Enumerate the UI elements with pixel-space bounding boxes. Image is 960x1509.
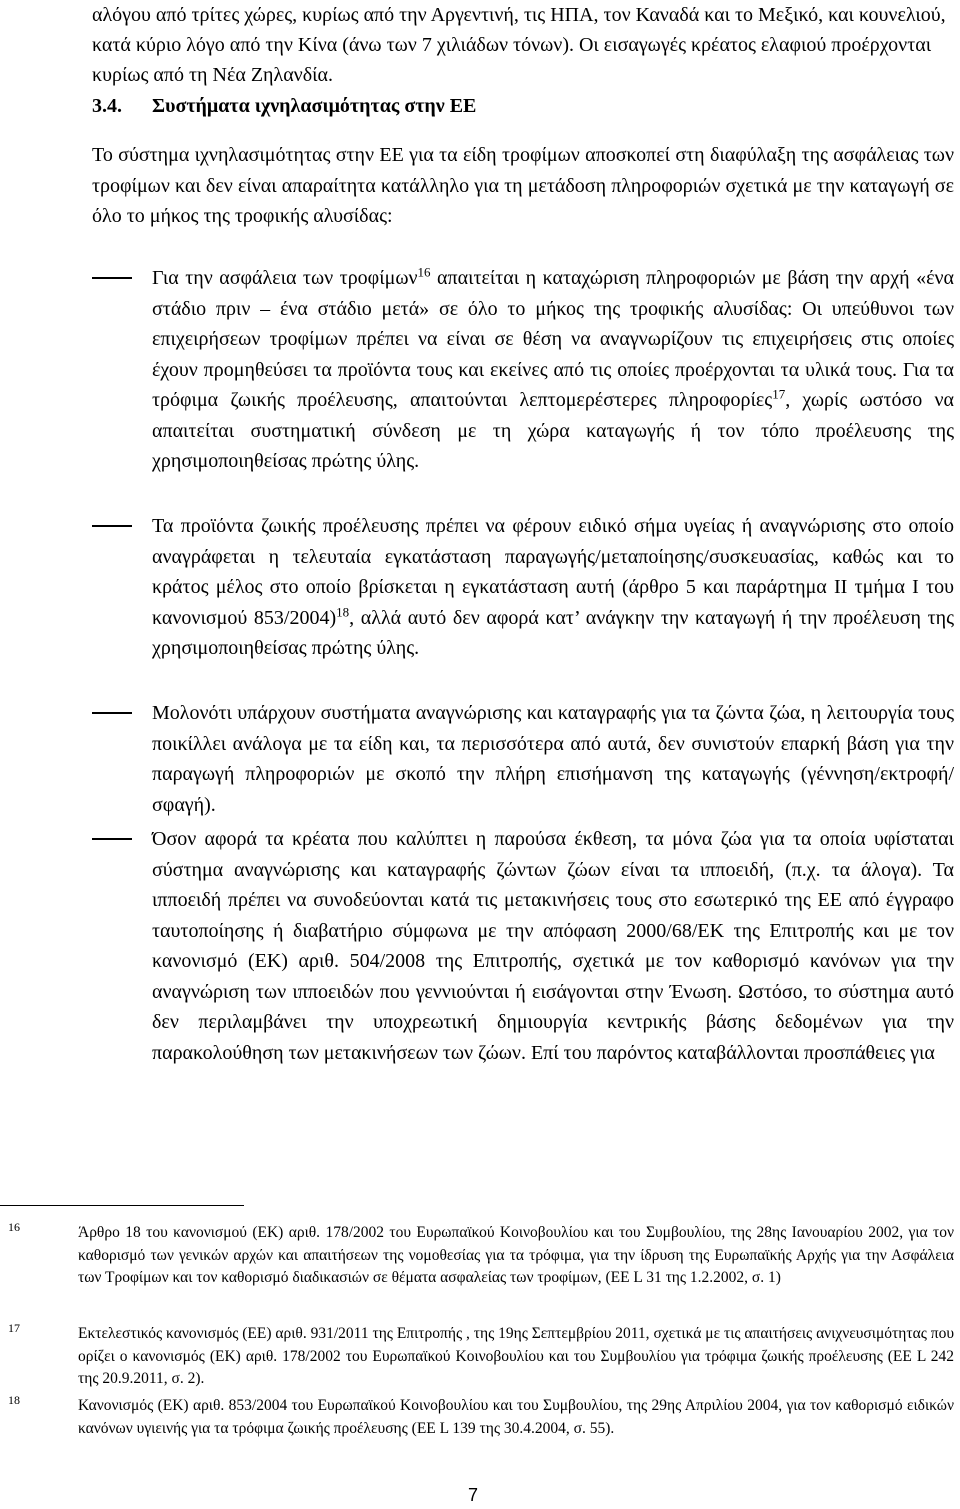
bullet-item-equidae bbox=[92, 824, 954, 1068]
intro-paragraph: αλόγου από τρίτες χώρες, κυρίως από την Αργεντινή, τις ΗΠΑ, τον Καναδά και το Μεξικό, και κουνελιού, κατά κύριο λόγο από την Κίνα (άνω των 7 χιλιάδων τόνων). Οι εισαγωγές κρέατος ελαφιού προέρχονται κυρίως από τη Νέα Ζηλανδία. bbox=[92, 4, 946, 86]
footnote-ref[interactable]: 17 bbox=[772, 386, 786, 402]
footnote-16 bbox=[0, 1222, 954, 1290]
dash-bullet-icon bbox=[92, 277, 132, 279]
section-number: 3.4. bbox=[92, 95, 122, 117]
bullet-text bbox=[152, 263, 954, 477]
footnote-ref[interactable]: 18 bbox=[336, 603, 350, 619]
bullet-item-health-mark bbox=[92, 511, 954, 664]
footnote-ref[interactable]: 16 bbox=[417, 264, 431, 280]
footnote-text: Άρθρο 18 του κανονισμού (ΕΚ) αριθ. 178/2002 του Ευρωπαϊκού Κοινοβουλίου και του Συμβουλίου, της 28ης Ιανουαρίου 2002, για τον καθορισμό των γενικών αρχών και απαιτήσεων της νομοθεσίας για τα τρόφιμα, για την ίδρυση της Ευρωπαϊκής Αρχής για την Ασφάλεια των Τροφίμων και τον καθορισμό διαδικασιών σε θέματα ασφαλείας των τροφίμων, (ΕΕ L 31 της 1.2.2002, σ. 1) bbox=[78, 1224, 954, 1286]
bullet-text-part: Τα προϊόντα ζωικής προέλευσης πρέπει να φέρουν ειδικό σήμα υγείας ή αναγνώρισης στο οποίο αναγράφεται η τελευταία εγκατάσταση παραγωγής/μεταποίησης/συσκευασίας, καθώς και το κράτος μέλος στο οποίο βρίσκεται η εγκατάσταση αυτή (άρθρο 5 και παράρτημα ΙΙ τμήμα Ι του κανονισμού 853/2004) bbox=[152, 515, 954, 629]
body-paragraph: Το σύστημα ιχνηλασιμότητας στην ΕΕ για τα είδη τροφίμων αποσκοπεί στη διαφύλαξη της ασφάλειας των τροφίμων και δεν είναι απαραίτητα κατάλληλο για τη μετάδοση πληροφοριών σχετικά με την καταγωγή σε όλο το μήκος της τροφικής αλυσίδας: bbox=[92, 144, 954, 227]
page-number: 7 bbox=[468, 1485, 479, 1505]
bullet-text-part: Για την ασφάλεια των τροφίμων bbox=[152, 267, 418, 289]
bullet-text-part: , χωρίς ωστόσο να απαιτείται συστηματική σύνδεση με τη χώρα καταγωγής ή τον τόπο προέλευσης της χρησιμοποιηθείσας πρώτης ύλης. bbox=[152, 389, 955, 472]
footnote-text: Εκτελεστικός κανονισμός (ΕΕ) αριθ. 931/2011 της Επιτροπής , της 19ης Σεπτεμβρίου 2011, σχετικά με τις απαιτήσεις ανιχνευσιμότητας που ορίζει ο κανονισμός (ΕΚ) αριθ. 178/2002 του Ευρωπαϊκού Κοινοβουλίου και του Συμβουλίου για τρόφιμα ζωικής προέλευσης (ΕΕ L 242 της 20.9.2011, σ. 2). bbox=[78, 1325, 954, 1387]
footnote-separator bbox=[0, 1205, 244, 1206]
bullet-text-part: απαιτείται η καταχώριση πληροφοριών με βάση την αρχή «ένα στάδιο πριν – ένα στάδιο μετά» σε όλο το μήκος της τροφικής αλυσίδας: Οι υπεύθυνοι των επιχειρήσεων τροφίμων πρέπει να είναι σε θέση να αναγνωρίζουν τις επιχειρήσεις στις οποίες έχουν προμηθεύσει τα προϊόντα τους και εκείνες από τις οποίες προέρχονται τα υλικά τους. Για τα τρόφιμα ζωικής προέλευσης, απαιτούνται λεπτομερέστερες πληροφορίες bbox=[152, 267, 954, 411]
footnote-18 bbox=[0, 1395, 954, 1440]
bullet-item-food-safety bbox=[92, 263, 954, 477]
bullet-text: Μολονότι υπάρχουν συστήματα αναγνώρισης και καταγραφής για τα ζώντα ζώα, η λειτουργία τους ποικίλλει ανάλογα με τα είδη και, τα περισσότερα από αυτά, δεν συνιστούν επαρκή βάση για την παραγωγή πληροφοριών με σκοπό την πλήρη επισήμανση της καταγωγής (γέννηση/εκτροφή/σφαγή). bbox=[152, 702, 954, 816]
footnote-number: 18 bbox=[8, 1393, 20, 1407]
bullet-item-live-animals bbox=[92, 698, 954, 820]
bullet-text bbox=[152, 511, 954, 664]
dash-bullet-icon bbox=[92, 838, 132, 840]
dash-bullet-icon bbox=[92, 525, 132, 527]
footnote-text: Κανονισμός (ΕΚ) αριθ. 853/2004 του Ευρωπαϊκού Κοινοβουλίου και του Συμβουλίου, της 29ης Απριλίου 2004, για τον καθορισμό ειδικών κανόνων υγιεινής για τα τρόφιμα ζωικής προέλευσης (ΕΕ L 139 της 30.4.2004, σ. 55). bbox=[78, 1397, 954, 1437]
footnote-17 bbox=[0, 1323, 954, 1391]
dash-bullet-icon bbox=[92, 712, 132, 714]
footnote-number: 17 bbox=[8, 1321, 20, 1335]
bullet-text-part: , αλλά αυτό δεν αφορά κατ’ ανάγκην την καταγωγή ή την προέλευση της χρησιμοποιηθείσας πρώτης ύλης. bbox=[152, 606, 954, 659]
section-title: Συστήματα ιχνηλασιμότητας στην ΕΕ bbox=[152, 95, 477, 117]
footnote-number: 16 bbox=[8, 1220, 20, 1234]
bullet-text: Όσον αφορά τα κρέατα που καλύπτει η παρούσα έκθεση, τα μόνα ζώα για τα οποία υφίσταται σύστημα αναγνώρισης και καταγραφής ζώντων ζώων είναι τα ιπποειδή, (π.χ. τα άλογα). Τα ιπποειδή πρέπει να συνοδεύονται κατά τις μετακινήσεις τους στο εσωτερικό της ΕΕ από έγγραφο ταυτοποίησης ή διαβατήριο σύμφωνα με την απόφαση 2000/68/ΕΚ της Επιτροπής και με τον κανονισμό (ΕΚ) αριθ. 504/2008 της Επιτροπής, σχετικά με τον καθορισμό κανόνων για την αναγνώριση των ιπποειδών που γεννιούνται ή εισάγονται στην Ένωση. Ωστόσο, το σύστημα αυτό δεν περιλαμβάνει την υποχρεωτική δημιουργία κεντρικής βάσης δεδομένων για την παρακολούθηση των μετακινήσεων των ζώων. Επί του παρόντος καταβάλλονται προσπάθειες για bbox=[152, 828, 954, 1064]
section-heading bbox=[92, 91, 954, 121]
